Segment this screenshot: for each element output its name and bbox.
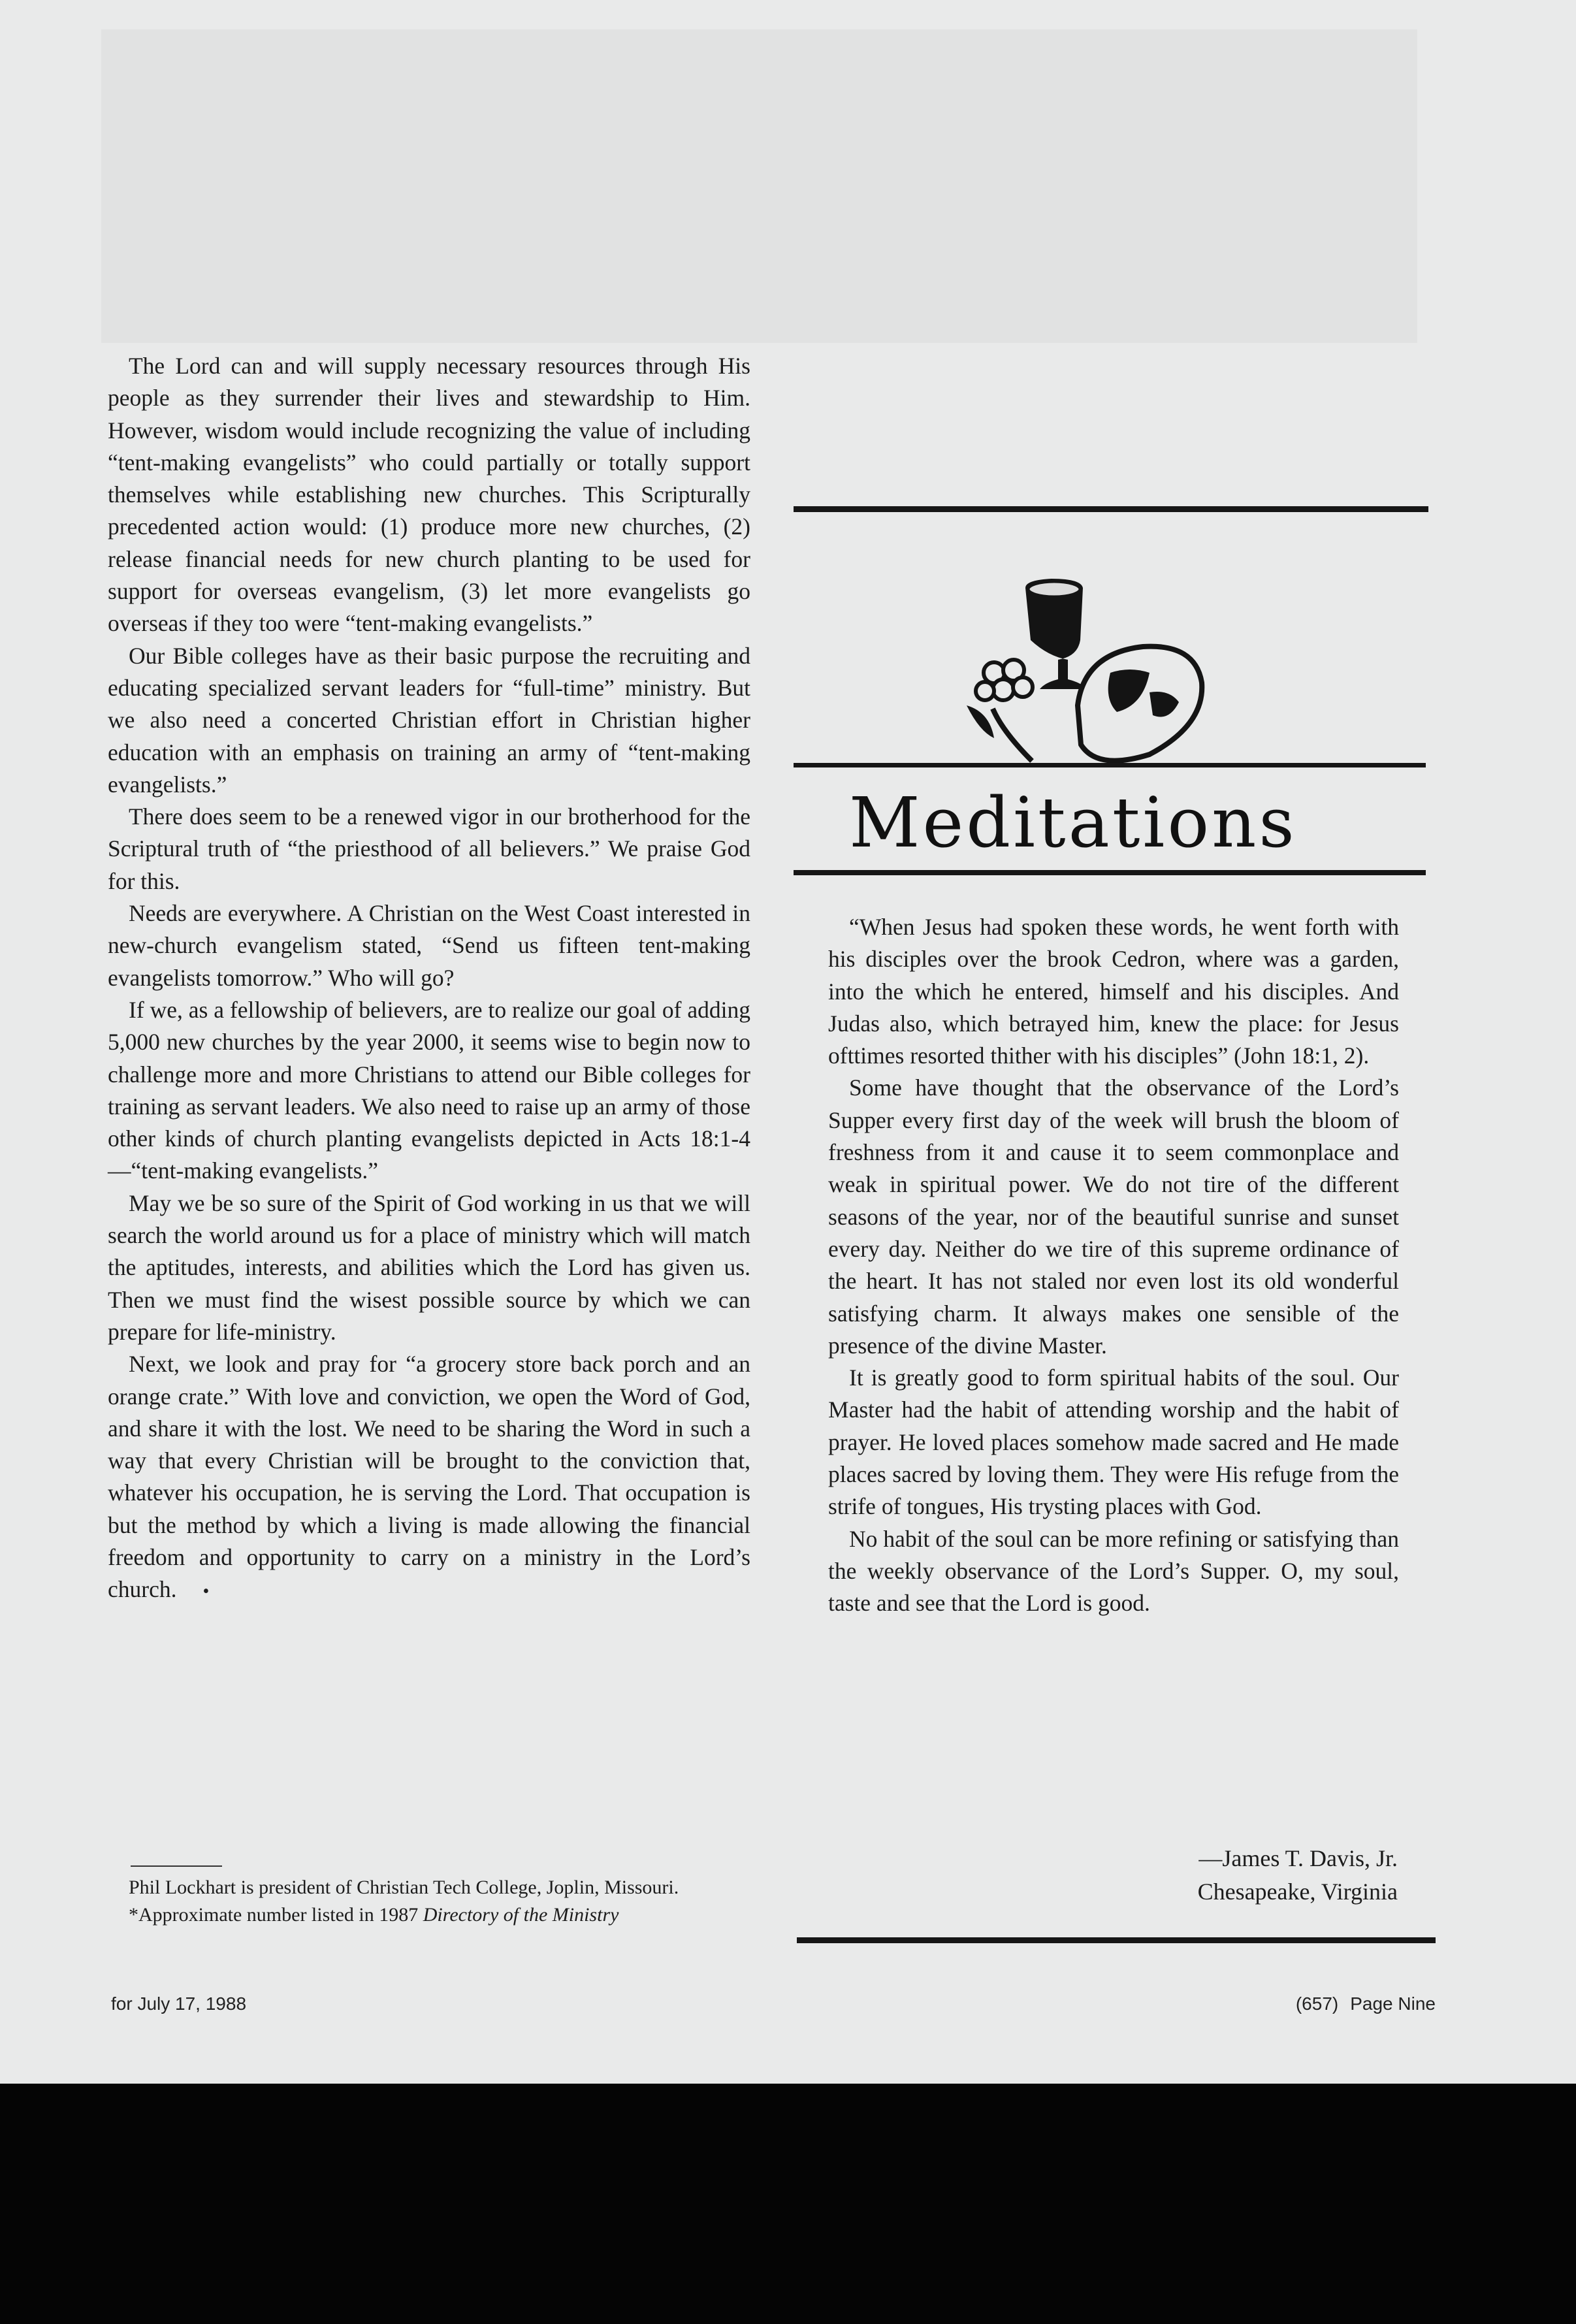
issue-date: for July 17, 1988 [111, 1993, 247, 2014]
article-paragraph-last [108, 1348, 750, 1607]
source-footnote [108, 1903, 754, 1927]
page-label: Page Nine [1350, 1993, 1436, 2014]
article-body [108, 350, 750, 1608]
faded-photo-area [101, 29, 1417, 343]
meditations-art-base-rule [794, 763, 1426, 767]
scan-background [0, 2084, 1576, 2324]
source-footnote-title: Directory of the Ministry [423, 1904, 619, 1926]
article-paragraph: Needs are everywhere. A Christian on the West Coast interested in new-church evangelism stated, “Send us fifteen tent-making evangelists tomorrow.” Who will go? [108, 900, 750, 991]
meditations-paragraph: Some have thought that the observance of the Lord’s Supper every first day of the week will brush the bloom of freshness from it and cause it to seem commonplace and weak in spiritual power. We do not tire of the different seasons of the year, nor of the beautiful sunrise and sunset every day. Neither do we tire of this supreme ordinance of the heart. It has not staled nor even lost its old wonderful satisfying charm. It always makes one sensible of the presence of the divine Master. [828, 1074, 1399, 1359]
article-paragraph: If we, as a fellowship of believers, are to realize our goal of adding 5,000 new churches by the year 2000, it seems wise to begin now to challenge more and more Christians to attend our Bible colleges for training as servant leaders. We also need to raise up an army of those other kinds of church planting evangelists depicted in Acts 18:1-4—“tent-making evangelists.” [108, 996, 750, 1184]
signature-author: —James T. Davis, Jr. [1198, 1845, 1398, 1871]
meditations-paragraph: “When Jesus had spoken these words, he went forth with his disciples over the brook Cedron, where was a garden, into the which he entered, himself and his disciples. And Judas also, which betrayed him, knew the place: for Jesus ofttimes resorted thither with his disciples” (John 18:1, 2). [828, 914, 1399, 1069]
author-footnote: Phil Lockhart is president of Christian Tech College, Joplin, Missouri. [129, 1877, 679, 1898]
meditations-title: Meditations [849, 783, 1297, 863]
communion-cup-and-bread-icon [954, 575, 1241, 771]
meditations-body [828, 911, 1399, 1620]
article-paragraph: The Lord can and will supply necessary resources through His people as they surrender their lives and stewardship to Him. However, wisdom would include recognizing the value of including “tent-making evangelists” who could partially or totally support themselves while establishing new churches. This Scripturally precedented action would: (1) produce more new churches, (2) release financial needs for new church planting to be used for support for overseas evangelism, (3) let more evangelists go overseas if they too were “tent-making evangelists.” [108, 353, 750, 637]
meditations-title-rule [794, 870, 1426, 875]
meditations-signature [1045, 1842, 1398, 1909]
article-paragraph-text: Next, we look and pray for “a grocery store back porch and an orange crate.” With love and conviction, we open the Word of God, and share it with the lost. We need to be sharing the Word in such a way that every Christian will be brought to the conviction that, whatever his occupation, he is serving the Lord. That occupation is but the method by which a living is made allowing the financial freedom and opportunity to carry on a ministry in the Lord’s church. [108, 1351, 750, 1603]
article-paragraph: Our Bible colleges have as their basic purpose the recruiting and educating specialized servant leaders for “full-time” ministry. But we also need a concerted Christian effort in Christian higher education with an emphasis on training an army of “tent-making evangelists.” [108, 642, 750, 798]
meditations-paragraph: No habit of the soul can be more refining or satisfying than the weekly observance of the Lord’s Supper. O, my soul, taste and see that the Lord is good. [828, 1525, 1399, 1617]
page-number: (657) [1295, 1993, 1339, 2014]
article-paragraph: May we be so sure of the Spirit of God working in us that we will search the world around us for a place of ministry which will match the aptitudes, interests, and abilities which the Lord has given us. Then we must find the wisest possible source by which we can prepare for life-ministry. [108, 1189, 750, 1345]
article-paragraph: There does seem to be a renewed vigor in our brotherhood for the Scriptural truth of “the priesthood of all believers.” We praise God for this. [108, 803, 750, 894]
source-footnote-prefix: *Approximate number listed in 1987 [129, 1904, 423, 1926]
signature-location: Chesapeake, Virginia [1197, 1879, 1398, 1905]
footnotes [108, 1876, 754, 1927]
meditations-top-rule [794, 506, 1428, 512]
end-of-article-mark: • [202, 1581, 210, 1602]
page-folio [1296, 1993, 1436, 2014]
footnote-divider [131, 1865, 222, 1867]
meditations-paragraph: It is greatly good to form spiritual habits of the soul. Our Master had the habit of attending worship and the habit of prayer. He loved places somehow made sacred and He made places sacred by loving them. They were His refuge from the strife of tongues, His trysting places with God. [828, 1364, 1399, 1520]
meditations-bottom-rule [797, 1937, 1436, 1943]
